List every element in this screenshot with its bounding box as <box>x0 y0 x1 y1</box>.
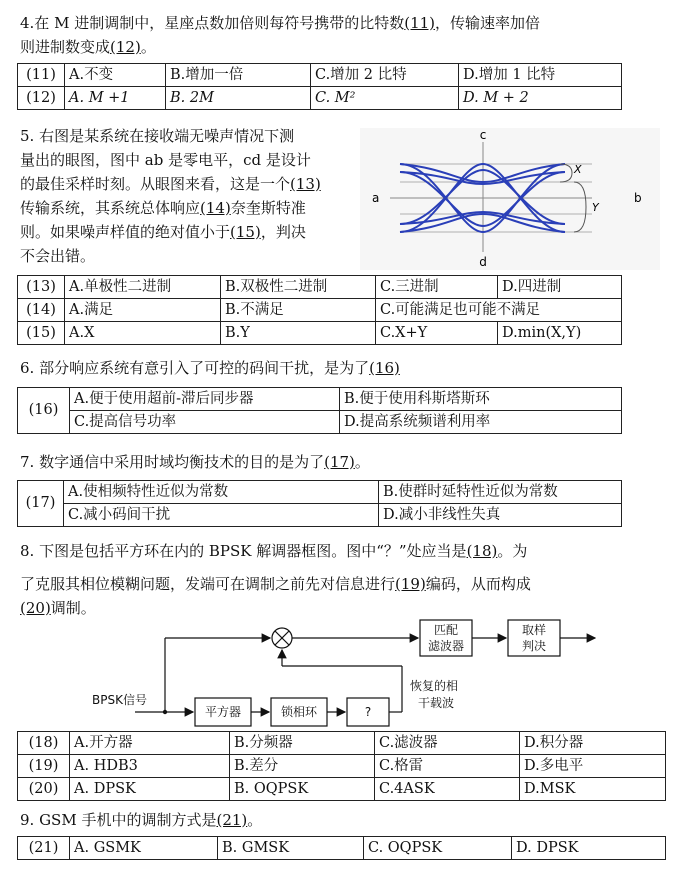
option-a: A.不变 <box>65 64 166 87</box>
input-label: BPSK信号 <box>92 693 147 707</box>
option-c: C.滤波器 <box>375 732 520 755</box>
pll-label: 锁相环 <box>280 705 318 719</box>
option-d: D.min(X,Y) <box>498 322 622 345</box>
option-num: (21) <box>18 837 70 860</box>
q7-line <box>20 450 370 474</box>
option-d: D.增加 1 比特 <box>459 64 622 87</box>
option-num: (12) <box>18 87 65 110</box>
option-c: C.提高信号功率 <box>70 411 340 434</box>
q4-options-table <box>17 63 622 110</box>
option-b: B.分频器 <box>230 732 375 755</box>
option-num: (19) <box>18 755 70 778</box>
option-a: A. GSMK <box>70 837 218 860</box>
q4-text-c: 则进制数变成 <box>20 38 111 56</box>
option-a: A. M +1 <box>65 87 166 110</box>
q8-text: 8. 下图是包括平方环在内的 BPSK 解调器框图。图中“？”处应当是 <box>20 542 467 560</box>
blank-21: (21) <box>216 811 248 829</box>
q5-text: 量出的眼图，图中 ab 是零电平，cd 是设计 <box>20 151 311 169</box>
option-d: D. DPSK <box>512 837 666 860</box>
option-d: D.四进制 <box>498 276 622 299</box>
table-row <box>18 411 622 434</box>
table-row <box>18 837 666 860</box>
carrier-label: 干载波 <box>418 696 455 710</box>
blank-15: (15) <box>230 223 261 241</box>
option-num: (14) <box>18 299 65 322</box>
q7-options-table <box>17 480 622 527</box>
label-b: b <box>634 191 642 205</box>
option-b: B. 2M <box>166 87 311 110</box>
option-d: D.多电平 <box>520 755 666 778</box>
label-d: d <box>479 255 487 269</box>
option-b: B.不满足 <box>221 299 376 322</box>
label-x: X <box>574 163 582 176</box>
option-b: B.Y <box>221 322 376 345</box>
q5-text: 传输系统，其系统总体响应 <box>20 199 201 217</box>
table-row <box>18 276 622 299</box>
option-num: (16) <box>18 388 70 434</box>
sample-decision-label: 取样 <box>521 623 547 637</box>
option-b: B.使群时延特性近似为常数 <box>379 481 622 504</box>
eye-diagram-background <box>360 128 660 270</box>
q4-line2 <box>20 35 156 59</box>
option-d: D.减小非线性失真 <box>379 504 622 527</box>
table-row <box>18 322 622 345</box>
option-num: (13) <box>18 276 65 299</box>
option-num: (18) <box>18 732 70 755</box>
blank-16: (16) <box>369 359 400 377</box>
option-b: B.差分 <box>230 755 375 778</box>
carrier-label: 恢复的相 <box>410 679 459 693</box>
option-a: A.满足 <box>65 299 221 322</box>
option-num: (15) <box>18 322 65 345</box>
table-row <box>18 481 622 504</box>
q5-line1 <box>20 124 294 148</box>
option-a: A.使相频特性近似为常数 <box>64 481 379 504</box>
option-c: C. M² <box>311 87 459 110</box>
q9-options-table <box>17 836 666 860</box>
q9-text-end: 。 <box>247 811 263 829</box>
table-row <box>18 504 622 527</box>
option-b: B.增加一倍 <box>166 64 311 87</box>
blank-19: (19) <box>395 575 426 593</box>
square-label: 平方器 <box>204 705 242 719</box>
q4-text-b: ，传输速率加倍 <box>435 14 541 32</box>
label-y: Y <box>592 201 599 214</box>
table-row <box>18 64 622 87</box>
q8-text: 编码，从而构成 <box>425 575 531 593</box>
option-a: A.开方器 <box>70 732 230 755</box>
option-c: C.4ASK <box>375 778 520 801</box>
option-b: B. OQPSK <box>230 778 375 801</box>
blank-12: (12) <box>110 38 141 56</box>
q4-line1 <box>20 11 540 35</box>
option-num: (17) <box>18 481 64 527</box>
option-c: C. OQPSK <box>364 837 512 860</box>
q5-line3 <box>20 172 321 196</box>
option-c: C.增加 2 比特 <box>311 64 459 87</box>
q5-text: 则。如果噪声样值的绝对值小于 <box>20 223 231 241</box>
table-row <box>18 388 622 411</box>
option-a: A.便于使用超前-滞后同步器 <box>70 388 340 411</box>
option-c: C.X+Y <box>376 322 498 345</box>
blank-20: (20) <box>20 599 51 617</box>
sample-decision-label: 判决 <box>521 639 547 653</box>
option-c: C.三进制 <box>376 276 498 299</box>
q8-options-table <box>17 731 666 801</box>
blank-14: (14) <box>200 199 231 217</box>
label-a: a <box>372 191 380 205</box>
option-a: A. DPSK <box>70 778 230 801</box>
q5-text: 不会出错。 <box>20 247 96 265</box>
table-row <box>18 778 666 801</box>
q9-text: 9. GSM 手机中的调制方式是 <box>20 811 217 829</box>
option-c: C.减小码间干扰 <box>64 504 379 527</box>
q6-line <box>20 356 400 380</box>
q5-text: 奈奎斯特准 <box>230 199 306 217</box>
q5-line5 <box>20 220 306 244</box>
q5-text: ，判决 <box>260 223 306 241</box>
q4-text: 4.在 M 进制调制中，星座点数加倍则每符号携带的比特数 <box>20 14 405 32</box>
q8-text: 。为 <box>497 542 528 560</box>
q5-text: 的最佳采样时刻。从眼图来看，这是一个 <box>20 175 291 193</box>
label-c: c <box>479 128 487 142</box>
blank-17: (17) <box>324 453 355 471</box>
q5-options-table <box>17 275 622 345</box>
option-d: D.积分器 <box>520 732 666 755</box>
bpsk-demodulator-diagram <box>40 612 660 734</box>
q5-line4 <box>20 196 306 220</box>
blank-11: (11) <box>404 14 436 32</box>
table-row <box>18 732 666 755</box>
option-a: A. HDB3 <box>70 755 230 778</box>
table-row <box>18 755 666 778</box>
q8-line2 <box>20 572 531 596</box>
q6-text: 6. 部分响应系统有意引入了可控的码间干扰，是为了 <box>20 359 370 377</box>
q4-text-d: 。 <box>140 38 156 56</box>
q8-text: 了克服其相位模糊问题，发端可在调制之前先对信息进行 <box>20 575 396 593</box>
q8-line1 <box>20 539 527 563</box>
blank-18: (18) <box>466 542 498 560</box>
option-num: (20) <box>18 778 70 801</box>
table-row <box>18 87 622 110</box>
q5-text: 5. 右图是某系统在接收端无噪声情况下测 <box>20 127 295 145</box>
matched-filter-label: 滤波器 <box>427 639 465 653</box>
option-d: D. M + 2 <box>459 87 622 110</box>
q8-text: 调制。 <box>50 599 96 617</box>
q7-text: 7. 数字通信中采用时域均衡技术的目的是为了 <box>20 453 325 471</box>
table-row <box>18 299 622 322</box>
option-d: D.提高系统频谱利用率 <box>340 411 622 434</box>
eye-diagram <box>360 128 660 270</box>
option-b: B. GMSK <box>218 837 364 860</box>
option-num: (11) <box>18 64 65 87</box>
option-c: C.格雷 <box>375 755 520 778</box>
q9-line <box>20 808 262 832</box>
option-a: A.X <box>65 322 221 345</box>
q7-text-end: 。 <box>354 453 370 471</box>
q6-options-table <box>17 387 622 434</box>
option-b: B.双极性二进制 <box>221 276 376 299</box>
blank-13: (13) <box>290 175 321 193</box>
option-c: C.可能满足也可能不满足 <box>376 299 622 322</box>
matched-filter-label: 匹配 <box>433 623 459 637</box>
q5-line2 <box>20 148 311 172</box>
junction-dot <box>163 710 167 714</box>
option-b: B.便于使用科斯塔斯环 <box>340 388 622 411</box>
option-a: A.单极性二进制 <box>65 276 221 299</box>
q5-line6 <box>20 244 95 268</box>
unknown-label: ? <box>364 705 372 719</box>
option-d: D.MSK <box>520 778 666 801</box>
